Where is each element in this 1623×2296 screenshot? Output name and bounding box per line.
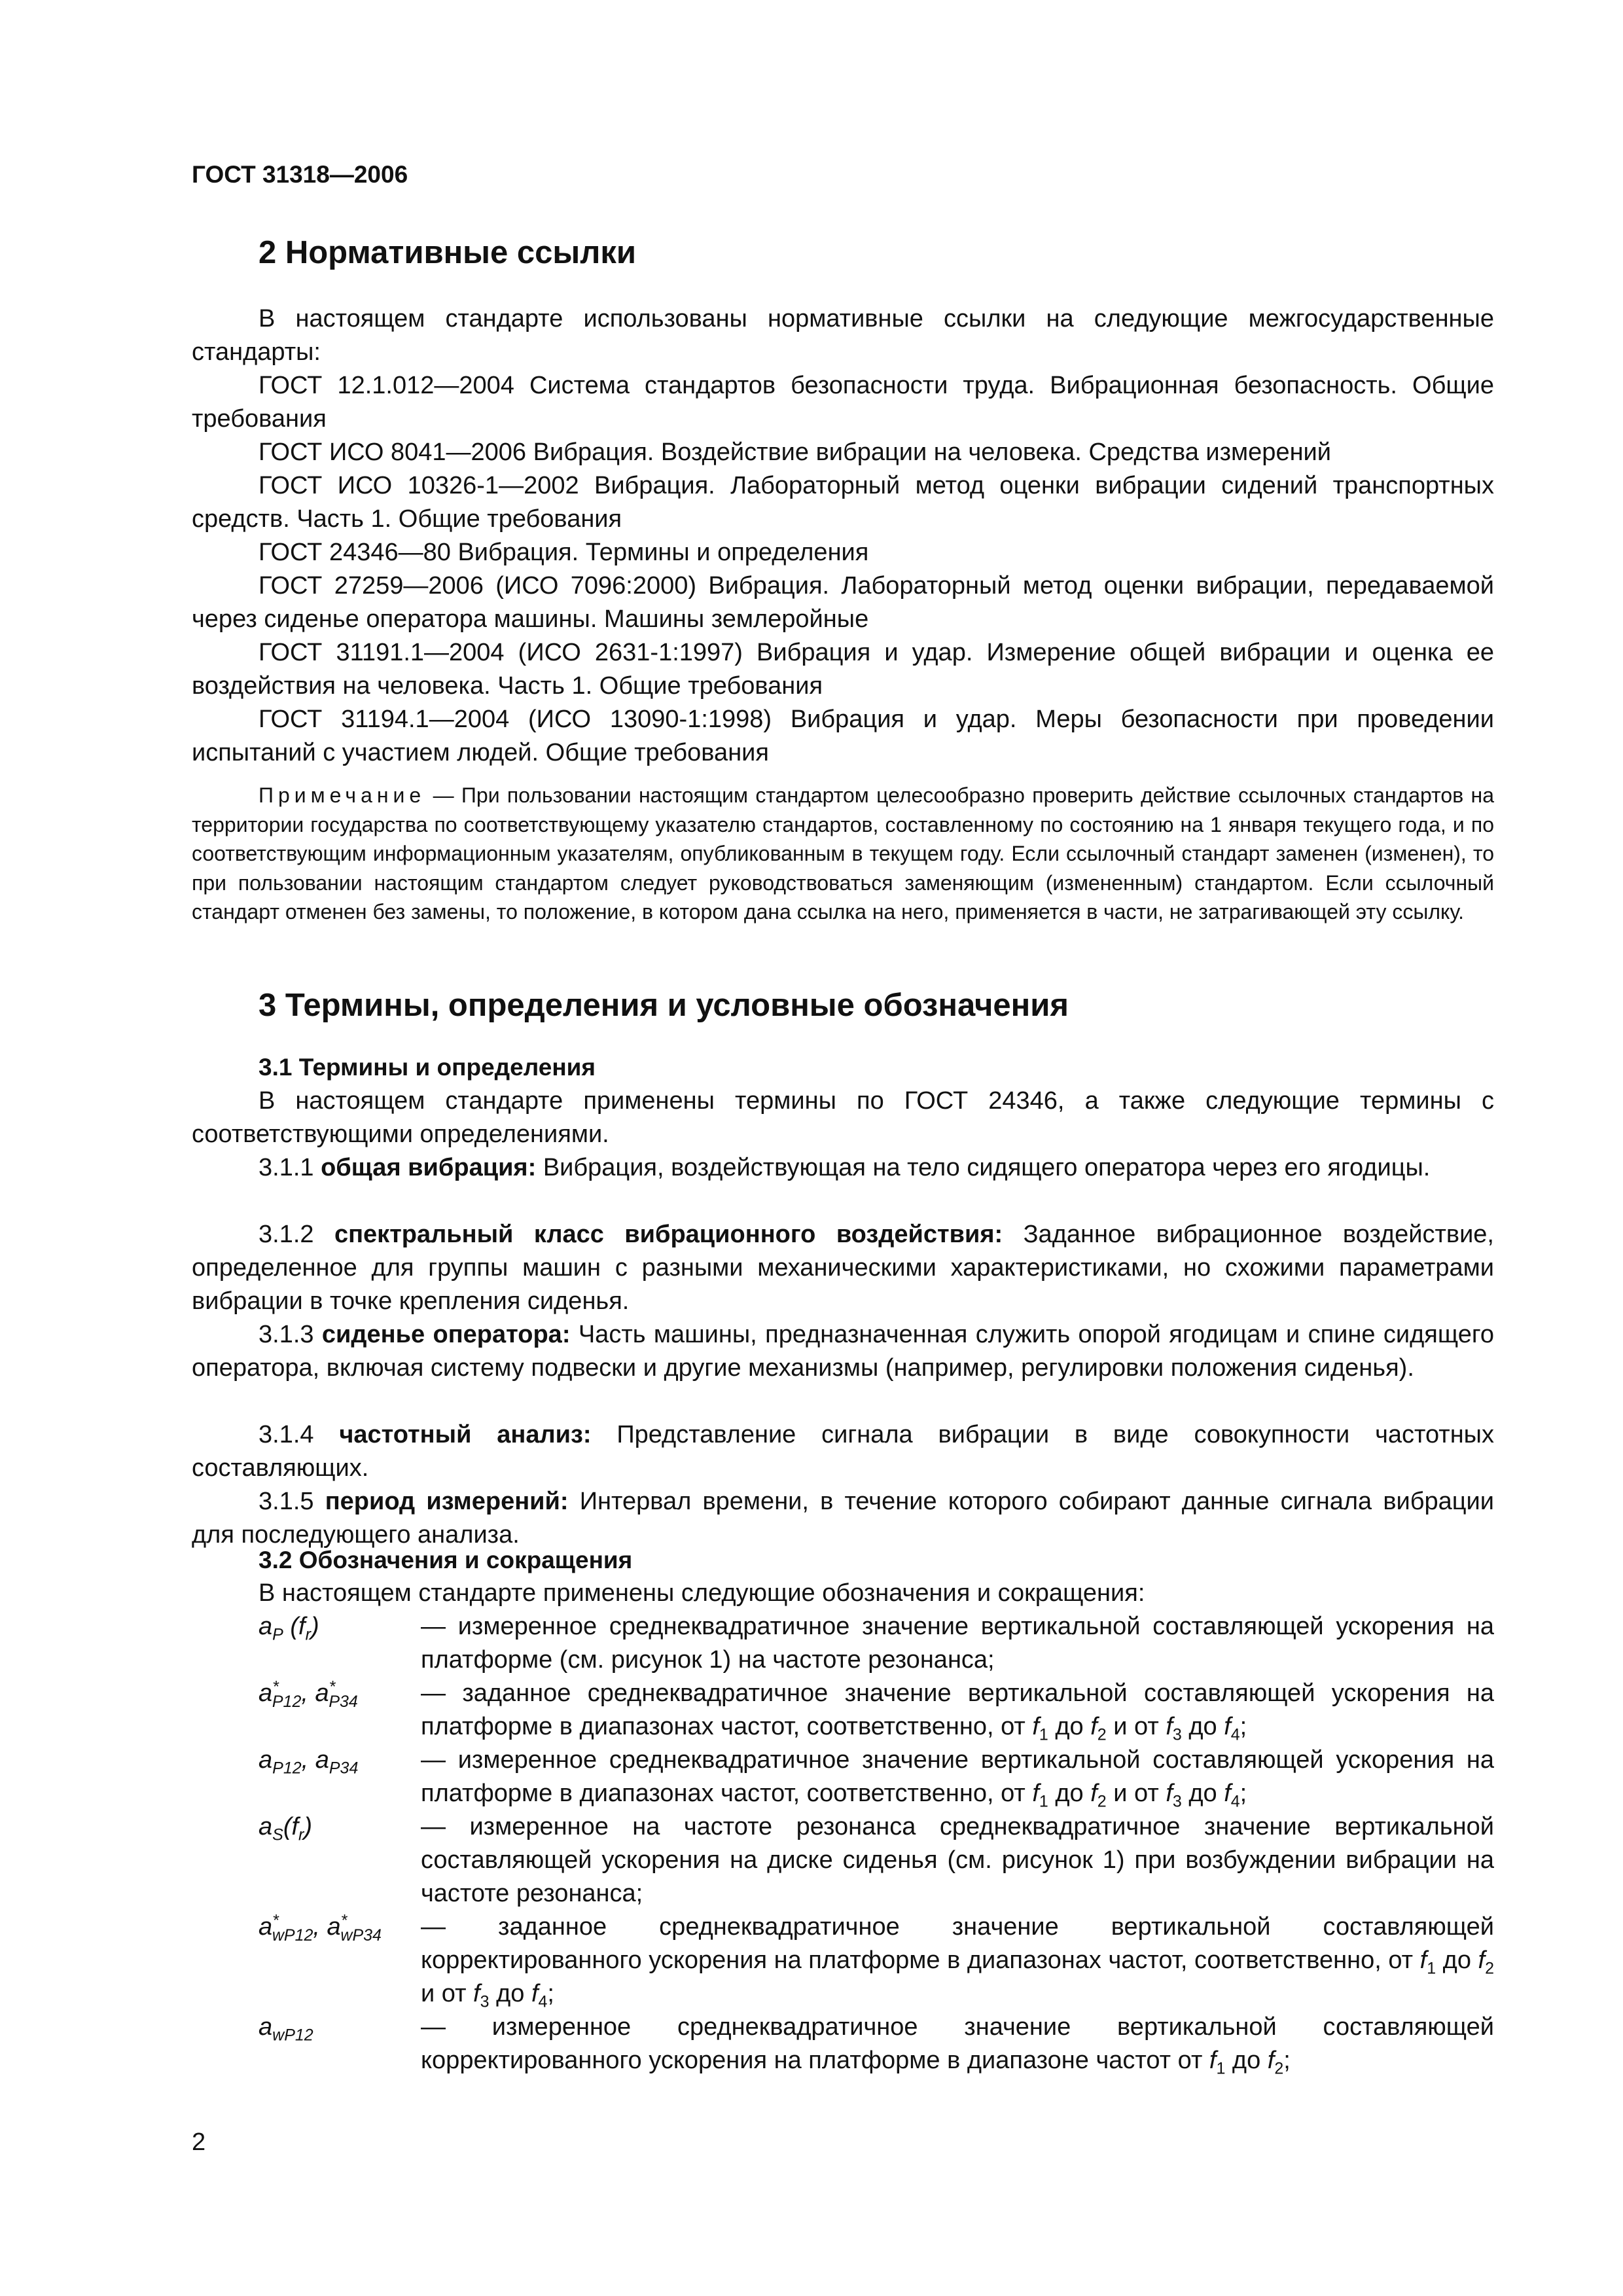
section-2-title: 2 Нормативные ссылки <box>259 235 636 270</box>
term-3-1-2: 3.1.2 спектральный класс вибрационного воздействия: Заданное вибрационное воздействие, определенное для группы машин с разными механическими характеристиками, но схожими параметрами вибрации в точке крепления сиденья. <box>192 1221 1494 1315</box>
symbol-aP-star: $a^*_{P12}$, $a^*_{P34}$ <box>259 1677 358 1711</box>
symbol-aP-fr-definition: — измеренное среднеквадратичное значение вертикальной составляющей ускорения на платформе (см. рисунок 1) на частоте резонанса; <box>421 1613 1494 1674</box>
symbol-aP-star-definition: — заданное среднеквадратичное значение вертикальной составляющей ускорения на платформе в диапазонах частот, соответственно, от $f_1$ до $f_2$ и от $f_3$ до $f_4$; <box>421 1679 1494 1744</box>
subsection-3-2-title: 3.2 Обозначения и сокращения <box>259 1547 633 1573</box>
page-number: 2 <box>192 2128 206 2156</box>
symbol-aP-fr: $a_P$ $(f_r)$ <box>259 1613 319 1644</box>
note-text: — При пользовании настоящим стандартом целесообразно проверить действие ссылочных стандартов на территории государства по соответствующему указателю стандартов, составленному по состоянию на 1 января текущего года, и по соответствующим информационным указателям, опубликованным в текущем году. Если ссылочный стандарт заменен (изменен), то при пользовании настоящим стандартом следует руководствоваться заменяющим (измененным) стандартом. Если ссылочный стандарт отменен без замены, то положение, в котором дана ссылка на него, применяется в части, не затрагивающей эту ссылку. <box>192 783 1495 924</box>
subsection-3-1-intro: В настоящем стандарте применены термины по ГОСТ 24346, а также следующие термины с соответствующими определениями. <box>192 1087 1494 1148</box>
reference-2: ГОСТ ИСО 8041—2006 Вибрация. Воздействие вибрации на человека. Средства измерений <box>259 439 1332 466</box>
reference-3: ГОСТ ИСО 10326-1—2002 Вибрация. Лабораторный метод оценки вибрации сидений транспортных средств. Часть 1. Общие требования <box>192 472 1494 533</box>
term-name: сиденье оператора: <box>321 1321 571 1348</box>
symbol-awP12: $a_{wP12}$ <box>259 2013 313 2045</box>
symbol-aS-fr: $a_S(f_r)$ <box>259 1813 313 1844</box>
note-lead: Примечание <box>259 783 426 807</box>
section-2-intro: В настоящем стандарте использованы нормативные ссылки на следующие межгосударственные стандарты: <box>192 305 1494 366</box>
reference-1: ГОСТ 12.1.012—2004 Система стандартов безопасности труда. Вибрационная безопасность. Общие требования <box>192 372 1494 433</box>
term-name: период измерений: <box>325 1488 569 1515</box>
term-name: спектральный класс вибрационного воздействия: <box>334 1221 1003 1248</box>
subsection-3-1-title: 3.1 Термины и определения <box>259 1054 596 1081</box>
reference-6: ГОСТ 31191.1—2004 (ИСО 2631-1:1997) Вибрация и удар. Измерение общей вибрации и оценка ее воздействия на человека. Часть 1. Общие требования <box>192 639 1494 700</box>
term-3-1-5: 3.1.5 период измерений: Интервал времени, в течение которого собирают данные сигнала вибрации для последующего анализа. <box>192 1488 1495 1549</box>
term-3-1-1: 3.1.1 общая вибрация: Вибрация, воздействующая на тело сидящего оператора через его ягодицы. <box>259 1154 1431 1181</box>
term-3-1-3: 3.1.3 сиденье оператора: Часть машины, предназначенная служить опорой ягодицам и спине сидящего оператора, включая систему подвески и другие механизмы (например, регулировки положения сиденья). <box>192 1321 1494 1382</box>
note <box>192 781 1494 927</box>
section-3-title: 3 Термины, определения и условные обозначения <box>259 988 1069 1023</box>
symbol-awP-star-definition: — заданное среднеквадратичное значение вертикальной составляющей корректированного ускорения на платформе в диапазонах частот, соответственно, от $f_1$ до $f_2$ и от $f_3$ до $f_4$; <box>421 1913 1495 2011</box>
standard-id: ГОСТ 31318—2006 <box>192 161 408 188</box>
reference-5: ГОСТ 27259—2006 (ИСО 7096:2000) Вибрация. Лабораторный метод оценки вибрации, передаваемой через сиденье оператора машины. Машины землеройные <box>192 572 1494 633</box>
symbol-aP-definition: — измеренное среднеквадратичное значение вертикальной составляющей ускорения на платформе в диапазонах частот, соответственно, от $f_1$ до $f_2$ и от $f_3$ до $f_4$; <box>421 1746 1494 1811</box>
symbol-awP12-definition: — измеренное среднеквадратичное значение вертикальной составляющей корректированного ускорения на платформе в диапазоне частот от $f_1$ до $f_2$; <box>421 2013 1494 2078</box>
term-name: общая вибрация: <box>321 1154 537 1181</box>
symbol-awP-star: $a^*_{wP12}$, $a^*_{wP34}$ <box>259 1911 382 1945</box>
term-3-1-4: 3.1.4 частотный анализ: Представление сигнала вибрации в виде совокупности частотных составляющих. <box>192 1421 1494 1482</box>
symbol-aS-fr-definition: — измеренное на частоте резонанса среднеквадратичное значение вертикальной составляющей ускорения на диске сиденья (см. рисунок 1) при возбуждении вибрации на частоте резонанса; <box>421 1813 1494 1907</box>
term-name: частотный анализ: <box>339 1421 592 1448</box>
subsection-3-2-intro: В настоящем стандарте применены следующие обозначения и сокращения: <box>259 1579 1145 1607</box>
reference-7: ГОСТ 31194.1—2004 (ИСО 13090-1:1998) Вибрация и удар. Меры безопасности при проведении испытаний с участием людей. Общие требования <box>192 706 1494 766</box>
symbol-aP: $a_{P12}$, $a_{P34}$ <box>259 1746 359 1778</box>
reference-4: ГОСТ 24346—80 Вибрация. Термины и определения <box>259 539 869 566</box>
